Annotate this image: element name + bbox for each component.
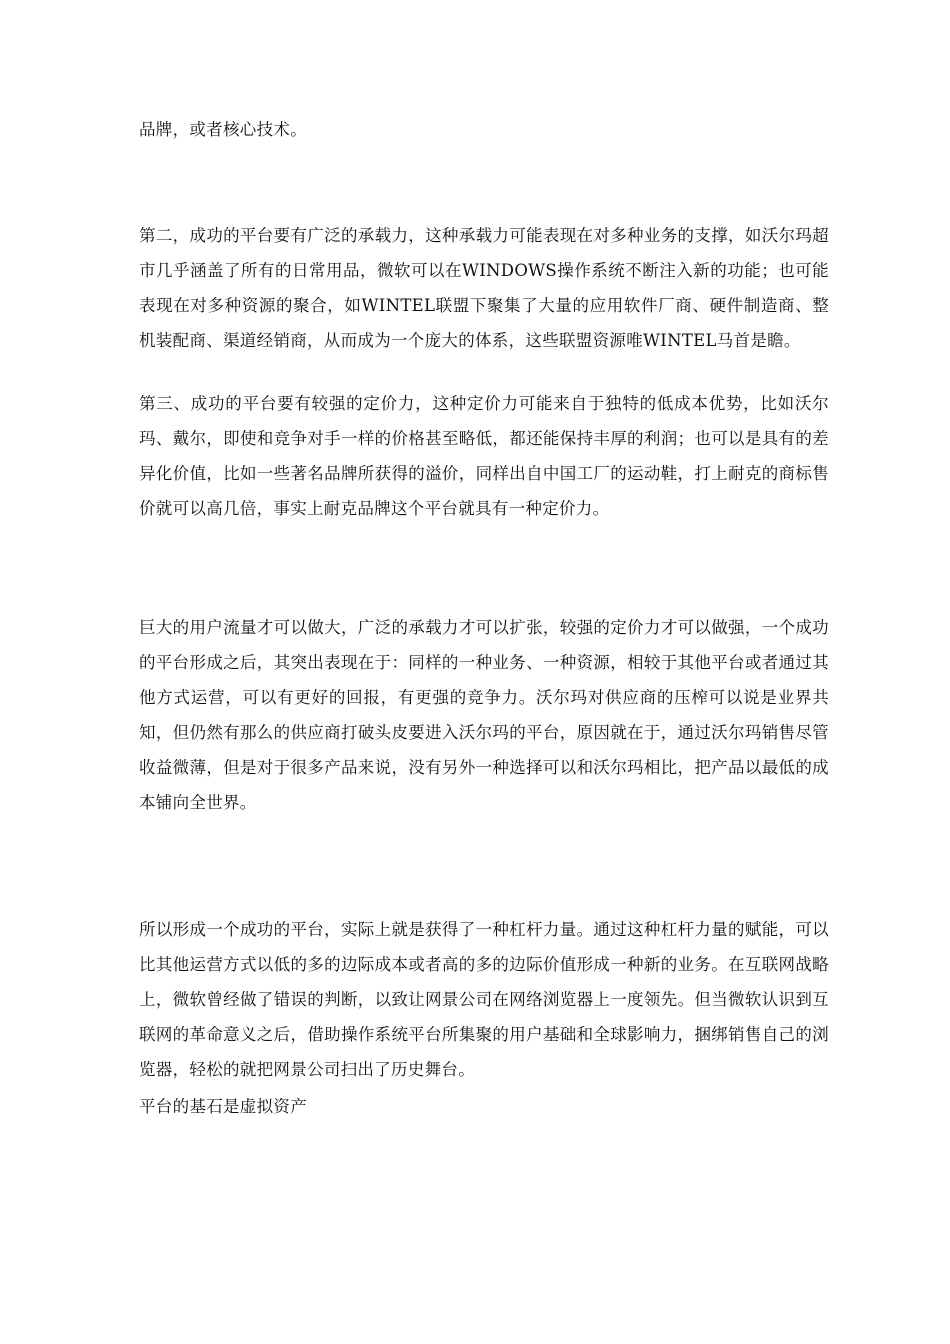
- paragraph-leverage: 所以形成一个成功的平台，实际上就是获得了一种杠杆力量。通过这种杠杆力量的赋能，可以比其他运营方式以低的多的边际成本或者高的多的边际价值形成一种新的业务。在互联网战略上，微软曾经做了错误的判断，以致让网景公司在网络浏览器上一度领先。但当微软认识到互联网的革命意义之后，借助操作系统平台所集聚的用户基础和全球影响力，捆绑销售自己的浏览器，轻松的就把网景公司扫出了历史舞台。: [139, 920, 829, 1079]
- paragraph-carrying-capacity: 第二，成功的平台要有广泛的承载力，这种承载力可能表现在对多种业务的支撑，如沃尔玛超市几乎涵盖了所有的日常用品，微软可以在WINDOWS操作系统不断注入新的功能；也可能表现在对多种资源的聚合，如WINTEL联盟下聚集了大量的应用软件厂商、硬件制造商、整机装配商、渠道经销商，从而成为一个庞大的体系，这些联盟资源唯WINTEL马首是瞻。: [139, 226, 829, 350]
- paragraph-platform-advantage: 巨大的用户流量才可以做大，广泛的承载力才可以扩张，较强的定价力才可以做强，一个成功的平台形成之后，其突出表现在于：同样的一种业务、一种资源，相较于其他平台或者通过其他方式运营，可以有更好的回报，有更强的竞争力。沃尔玛对供应商的压榨可以说是业界共知，但仍然有那么的供应商打破头皮要进入沃尔玛的平台，原因就在于，通过沃尔玛销售尽管收益微薄，但是对于很多产品来说，没有另外一种选择可以和沃尔玛相比，把产品以最低的成本铺向全世界。: [139, 618, 829, 812]
- paragraph-pricing-power: 第三、成功的平台要有较强的定价力，这种定价力可能来自于独特的低成本优势，比如沃尔玛、戴尔，即使和竞争对手一样的价格甚至略低，都还能保持丰厚的利润；也可以是具有的差异化价值，比如一些著名品牌所获得的溢价，同样出自中国工厂的运动鞋，打上耐克的商标售价就可以高几倍，事实上耐克品牌这个平台就具有一种定价力。: [139, 394, 829, 518]
- section-heading: 平台的基石是虚拟资产: [139, 1097, 307, 1116]
- paragraph-brand-core-tech: 品牌，或者核心技术。: [139, 120, 307, 139]
